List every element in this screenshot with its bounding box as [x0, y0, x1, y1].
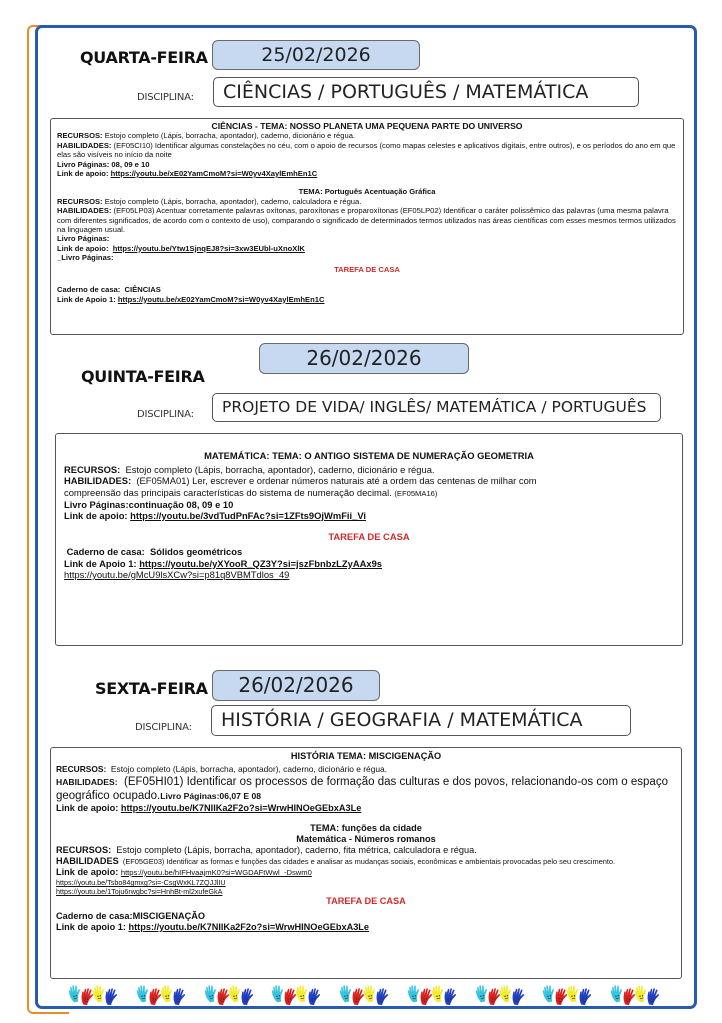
- date-field-sexta[interactable]: 26/02/2026: [212, 670, 380, 701]
- hand-icon: [375, 985, 387, 1003]
- lesson-subtitle-2: Matemática - Números romanos: [296, 834, 436, 844]
- apoio-label: Link de Apoio 1:: [64, 557, 137, 569]
- hand-icon: [104, 985, 116, 1003]
- tarefa-heading: TAREFA DE CASA: [326, 896, 406, 906]
- hand-group: [475, 985, 523, 1007]
- recursos-label: RECURSOS:: [57, 196, 103, 206]
- hand-icon: [172, 985, 184, 1003]
- caderno-label: Caderno de casa:: [57, 285, 121, 295]
- recursos-text: Estojo completo (Lápis, borracha, apontador), caderno, dicionário e régua.: [110, 764, 387, 774]
- caderno-label: Caderno de casa:: [66, 546, 145, 558]
- lesson-content-sexta: [50, 747, 682, 979]
- homework-link-1[interactable]: https://youtu.be/yXYooR_QZ3Y?si=jszFbnbzLZyAAx9s: [139, 557, 383, 569]
- support-link[interactable]: https://youtu.be/3vdTudPnFAc?si=1ZFts9OjWmFii_Vi: [130, 510, 367, 522]
- hand-icon: [204, 985, 216, 1003]
- support-link-2[interactable]: https://youtu.be/Tsbo84gmxg?si=-CsgWxKL7ZQJJlIU: [56, 878, 226, 887]
- hand-icon: [443, 985, 455, 1003]
- hand-icon: [240, 985, 252, 1003]
- support-link[interactable]: https://youtu.be/Ytw1SjnqEJ8?si=3xw3EUbl-uXnoXlK: [112, 243, 305, 253]
- homework-link-2[interactable]: https://youtu.be/gMcU9lsXCw?si=p81q8VBMTdlos_49: [64, 568, 290, 580]
- livro-paginas: Livro Páginas:: [57, 234, 110, 244]
- hand-icon: [136, 985, 148, 1003]
- habilidades-text: (EF05GE03) Identificar as formas e funções das cidades e analisar as mudanças sociais, econômicas e ambientais provocadas pelo seu crescimento.: [122, 857, 616, 866]
- hand-group: [136, 985, 184, 1007]
- recursos-line: [57, 131, 677, 140]
- habilidades-text: (EF05MA01) Ler, escrever e ordenar números naturais até a ordem das centenas de milhar com compreensão das principais características do sistema de numeração decimal.: [64, 475, 537, 498]
- homework-link[interactable]: https://youtu.be/K7NIlKa2F2o?si=WrwHINOeGEbxA3Le: [128, 922, 370, 932]
- link-label: Link de apoio:: [56, 867, 119, 877]
- disciplina-label: DISCIPLINA:: [137, 409, 194, 420]
- livro-paginas-2: _Livro Páginas:: [57, 253, 114, 263]
- weekday-label-sexta: SEXTA-FEIRA: [95, 679, 208, 698]
- recursos-label: RECURSOS:: [64, 464, 121, 476]
- hand-icon: [646, 985, 658, 1003]
- lesson-title-2: TEMA: funções da cidade: [310, 823, 422, 833]
- hand-group: [407, 985, 455, 1007]
- habilidades-label: HABILIDADES: [56, 856, 119, 866]
- recursos-text: Estojo completo (Lápis, borracha, apontador), caderno, fita métrica, calculadora e régua.: [116, 845, 477, 855]
- hand-group: [271, 985, 319, 1007]
- recursos-text: Estojo completo (Lápis, borracha, apontador), caderno, dicionário e régua.: [104, 131, 356, 141]
- habilidades-label: HABILIDADES:: [64, 475, 132, 487]
- tarefa-heading: TAREFA DE CASA: [334, 264, 400, 274]
- lesson-title-2: TEMA: Português Acentuação Gráfica: [298, 187, 436, 197]
- lesson-title: CIÊNCIAS - TEMA: NOSSO PLANETA UMA PEQUENA PARTE DO UNIVERSO: [211, 121, 523, 131]
- link-label: Link de apoio:: [57, 243, 109, 253]
- lesson-content-quarta: [50, 118, 684, 335]
- link-label: Link de apoio:: [57, 169, 109, 179]
- homework-link[interactable]: https://youtu.be/xE02YamCmoM?si=W0yv4XaylEmhEn1C: [117, 294, 325, 304]
- habilidades-text: (EF05CI10) Identificar algumas constelações no céu, com o apoio de recursos (como mapas celestes e aplicativos digitais, entre outros), e os períodos do ano em que elas são visíveis no início da noite: [57, 140, 676, 160]
- hand-icon: [475, 985, 487, 1003]
- recursos-text: Estojo completo (Lápis, borracha, apontador), caderno, calculadora e régua.: [104, 196, 362, 206]
- recursos-label: RECURSOS:: [57, 131, 103, 141]
- caderno-value: Sólidos geométricos: [149, 546, 243, 558]
- link-label: Link de apoio:: [64, 510, 128, 522]
- lesson-content-quinta: [55, 433, 683, 646]
- habilidades-text: (EF05LP03) Acentuar corretamente palavras oxítonas, paroxítonas e proparoxítonas (EF05LP02) Identificar o caráter polissêmico das palavras (uma mesma palavra com diferentes significados, de acordo com o contexto de uso), comparando o significado de determinados termos utilizados nas áreas científicas com esses mesmos termos utilizados na linguagem usual.: [57, 206, 676, 235]
- hand-icon: [407, 985, 419, 1003]
- caderno-label: Caderno de casa:: [56, 911, 133, 921]
- livro-paginas: Livro Páginas: 08, 09 e 10: [57, 159, 150, 169]
- date-field-quarta[interactable]: 25/02/2026: [212, 40, 420, 70]
- hand-icon: [578, 985, 590, 1003]
- apoio-label: Link de apoio 1:: [56, 922, 126, 932]
- caderno-value: MISCIGENAÇÃO: [132, 911, 206, 921]
- tarefa-heading: TAREFA DE CASA: [328, 531, 410, 543]
- hand-icon: [499, 985, 511, 1003]
- recursos-label: RECURSOS:: [56, 845, 112, 855]
- habilidades-label: HABILIDADES:: [56, 777, 118, 787]
- support-link[interactable]: https://youtu.be/K7NIlKa2F2o?si=WrwHINOeGEbxA3Le: [120, 803, 362, 813]
- apoio-label: Link de Apoio 1:: [57, 294, 116, 304]
- disciplina-field-quinta[interactable]: PROJETO DE VIDA/ INGLÊS/ MATEMÁTICA / PORTUGUÊS: [212, 393, 661, 422]
- habilidades-label: HABILIDADES:: [57, 206, 112, 216]
- habilidades-label: HABILIDADES:: [57, 140, 112, 150]
- hand-group: [542, 985, 590, 1007]
- weekday-label-quinta: QUINTA-FEIRA: [81, 367, 205, 386]
- habilidades-text: (EF05HI01) Identificar os processos de formação das culturas e dos povos, relacionando-os com o espaço geográfico ocupado.: [56, 776, 668, 802]
- habilidades-extra: (EF05MA16): [394, 488, 438, 498]
- link-label: Link de apoio:: [56, 803, 119, 813]
- disciplina-field-quarta[interactable]: CIÊNCIAS / PORTUGUÊS / MATEMÁTICA: [213, 77, 639, 107]
- hand-icon: [511, 985, 523, 1003]
- disciplina-label: DISCIPLINA:: [135, 722, 192, 733]
- support-link[interactable]: https://youtu.be/hIFHvaajmK0?si=WGDAFtWwl_-Dswm0: [120, 868, 312, 877]
- hand-group: [610, 985, 658, 1007]
- hand-icon: [160, 985, 172, 1003]
- recursos-label: RECURSOS:: [56, 764, 107, 774]
- recursos-text: Estojo completo (Lápis, borracha, apontador), caderno, dicionário e régua.: [125, 464, 435, 476]
- date-field-quinta[interactable]: 26/02/2026: [259, 343, 469, 374]
- hand-icon: [307, 985, 319, 1003]
- hand-icon: [431, 985, 443, 1003]
- hand-group: [68, 985, 116, 1007]
- hand-icon: [228, 985, 240, 1003]
- caderno-value: CIÊNCIAS: [124, 285, 161, 295]
- livro-paginas: Livro Páginas:06,07 E 08: [160, 791, 262, 801]
- hand-group: [204, 985, 252, 1007]
- weekday-label-quarta: QUARTA-FEIRA: [80, 48, 208, 67]
- hand-group: [339, 985, 387, 1007]
- habilidades-line: [57, 141, 677, 160]
- lesson-title: HISTÓRIA TEMA: MISCIGENAÇÃO: [290, 751, 442, 761]
- support-link-3[interactable]: https://youtu.be/1Toju6rwgbc?si=HnhBt-ml2xufeGkA: [56, 887, 223, 896]
- hands-decoration: [68, 985, 658, 1007]
- disciplina-label: DISCIPLINA:: [137, 92, 194, 103]
- support-link[interactable]: https://youtu.be/xE02YamCmoM?si=W0yv4XaylEmhEn1C: [110, 169, 318, 179]
- livro-paginas: Livro Páginas:continuação 08, 09 e 10: [64, 498, 234, 510]
- lesson-title: MATEMÁTICA: TEMA: O ANTIGO SISTEMA DE NUMERAÇÃO GEOMETRIA: [204, 450, 534, 461]
- disciplina-field-sexta[interactable]: HISTÓRIA / GEOGRAFIA / MATEMÁTICA: [211, 705, 631, 736]
